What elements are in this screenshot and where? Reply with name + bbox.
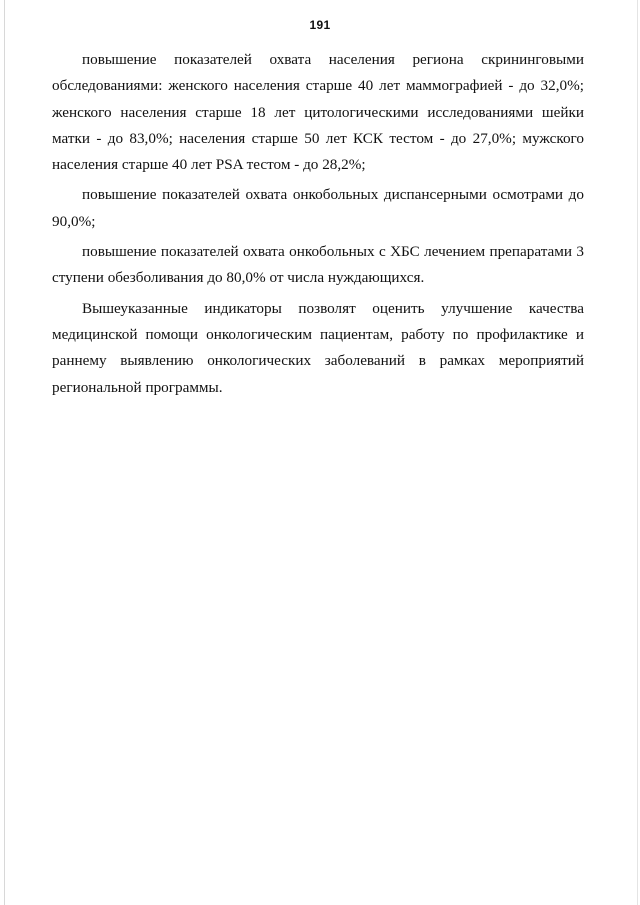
document-body xyxy=(52,47,584,405)
paragraph-dispensary: повышение показателей охвата онкобольных диспансерными осмотрами до 90,0%; xyxy=(52,186,584,230)
scan-edge-right xyxy=(637,0,638,905)
paragraph-indicators: Вышеуказанные индикаторы позволят оценить улучшение качества медицинской помощи онкологическим пациентам, работу по профилактике и раннему выявлению онкологических заболеваний в рамках мероприятий региональной программы. xyxy=(52,299,584,396)
paragraph-screening: повышение показателей охвата населения региона скрининговыми обследованиями: женского населения старше 40 лет маммографией - до 32,0%; женского населения старше 18 лет цитологическими исследованиями шейки матки - до 83,0%; населения старше 50 лет КСК тестом - до 27,0%; мужского населения старше 40 лет PSA тестом - до 28,2%; xyxy=(52,51,584,174)
scan-edge-left xyxy=(4,0,5,905)
paragraph-pain-relief: повышение показателей охвата онкобольных с ХБС лечением препаратами 3 ступени обезболивания до 80,0% от числа нуждающихся. xyxy=(52,243,584,287)
page-number: 191 xyxy=(309,18,331,32)
